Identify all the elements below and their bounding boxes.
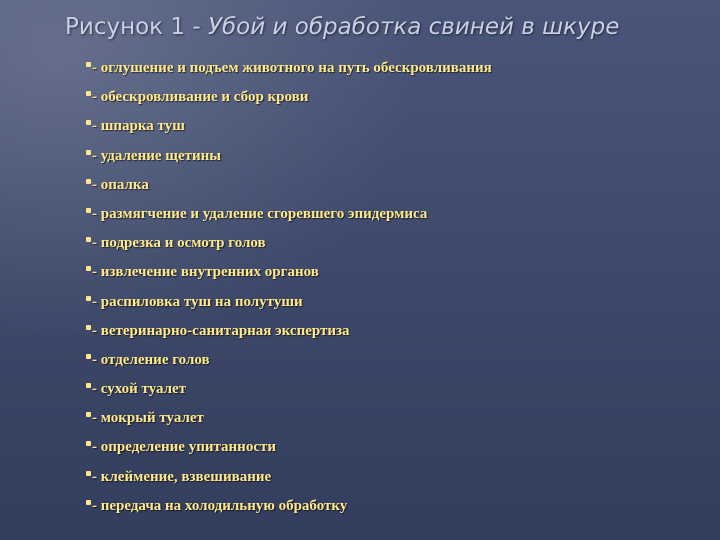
bullet-icon bbox=[86, 179, 91, 184]
bullet-icon bbox=[86, 471, 91, 476]
bullet-icon bbox=[86, 150, 91, 155]
list-item bbox=[86, 375, 492, 404]
list-item-text: - отделение голов bbox=[92, 351, 210, 368]
list-item-text: - оглушение и подъем животного на путь обескровливания bbox=[92, 60, 492, 76]
list-item bbox=[86, 171, 492, 200]
bullet-icon bbox=[86, 412, 91, 417]
process-step-list bbox=[86, 54, 492, 521]
list-item bbox=[86, 433, 492, 462]
list-item bbox=[86, 258, 492, 287]
bullet-icon bbox=[86, 120, 91, 125]
bullet-icon bbox=[86, 500, 91, 505]
list-item bbox=[86, 288, 492, 317]
slide-title bbox=[65, 10, 705, 44]
bullet-icon bbox=[86, 237, 91, 242]
list-item-text: - шпарка туш bbox=[92, 118, 185, 135]
list-item bbox=[86, 142, 492, 171]
list-item-text: - распиловка туш на полутуши bbox=[92, 293, 303, 310]
list-item bbox=[86, 200, 492, 229]
slide-title-main: Убой и обработка свиней в шкуре bbox=[207, 14, 620, 40]
list-item-text: - извлечение внутренних органов bbox=[92, 264, 319, 281]
list-item-text: - опалка bbox=[92, 176, 149, 193]
bullet-icon bbox=[86, 325, 91, 330]
list-item bbox=[86, 83, 492, 112]
list-item-text: - ветеринарно-санитарная экспертиза bbox=[92, 322, 350, 339]
bullet-icon bbox=[86, 441, 91, 446]
slide-title-lead: Рисунок 1 - bbox=[65, 14, 208, 40]
list-item bbox=[86, 54, 492, 83]
bullet-icon bbox=[86, 62, 91, 67]
list-item-text: - клеймение, взвешивание bbox=[92, 468, 272, 485]
list-item bbox=[86, 404, 492, 433]
list-item-text: - мокрый туалет bbox=[92, 410, 204, 427]
bullet-icon bbox=[86, 91, 91, 96]
list-item-text: - сухой туалет bbox=[92, 381, 187, 398]
bullet-icon bbox=[86, 296, 91, 301]
list-item-text: - удаление щетины bbox=[92, 147, 221, 164]
list-item-text: - определение упитанности bbox=[92, 439, 276, 456]
bullet-icon bbox=[86, 354, 91, 359]
list-item-text: - обескровливание и сбор крови bbox=[92, 89, 309, 106]
list-item bbox=[86, 346, 492, 375]
list-item bbox=[86, 317, 492, 346]
bullet-icon bbox=[86, 208, 91, 213]
list-item-text: - размягчение и удаление сгоревшего эпидермиса bbox=[92, 205, 428, 222]
list-item bbox=[86, 492, 492, 521]
list-item bbox=[86, 112, 492, 141]
list-item bbox=[86, 463, 492, 492]
bullet-icon bbox=[86, 266, 91, 271]
list-item bbox=[86, 229, 492, 258]
list-item-text: - подрезка и осмотр голов bbox=[92, 235, 266, 252]
bullet-icon bbox=[86, 383, 91, 388]
list-item-text: - передача на холодильную обработку bbox=[92, 497, 348, 514]
